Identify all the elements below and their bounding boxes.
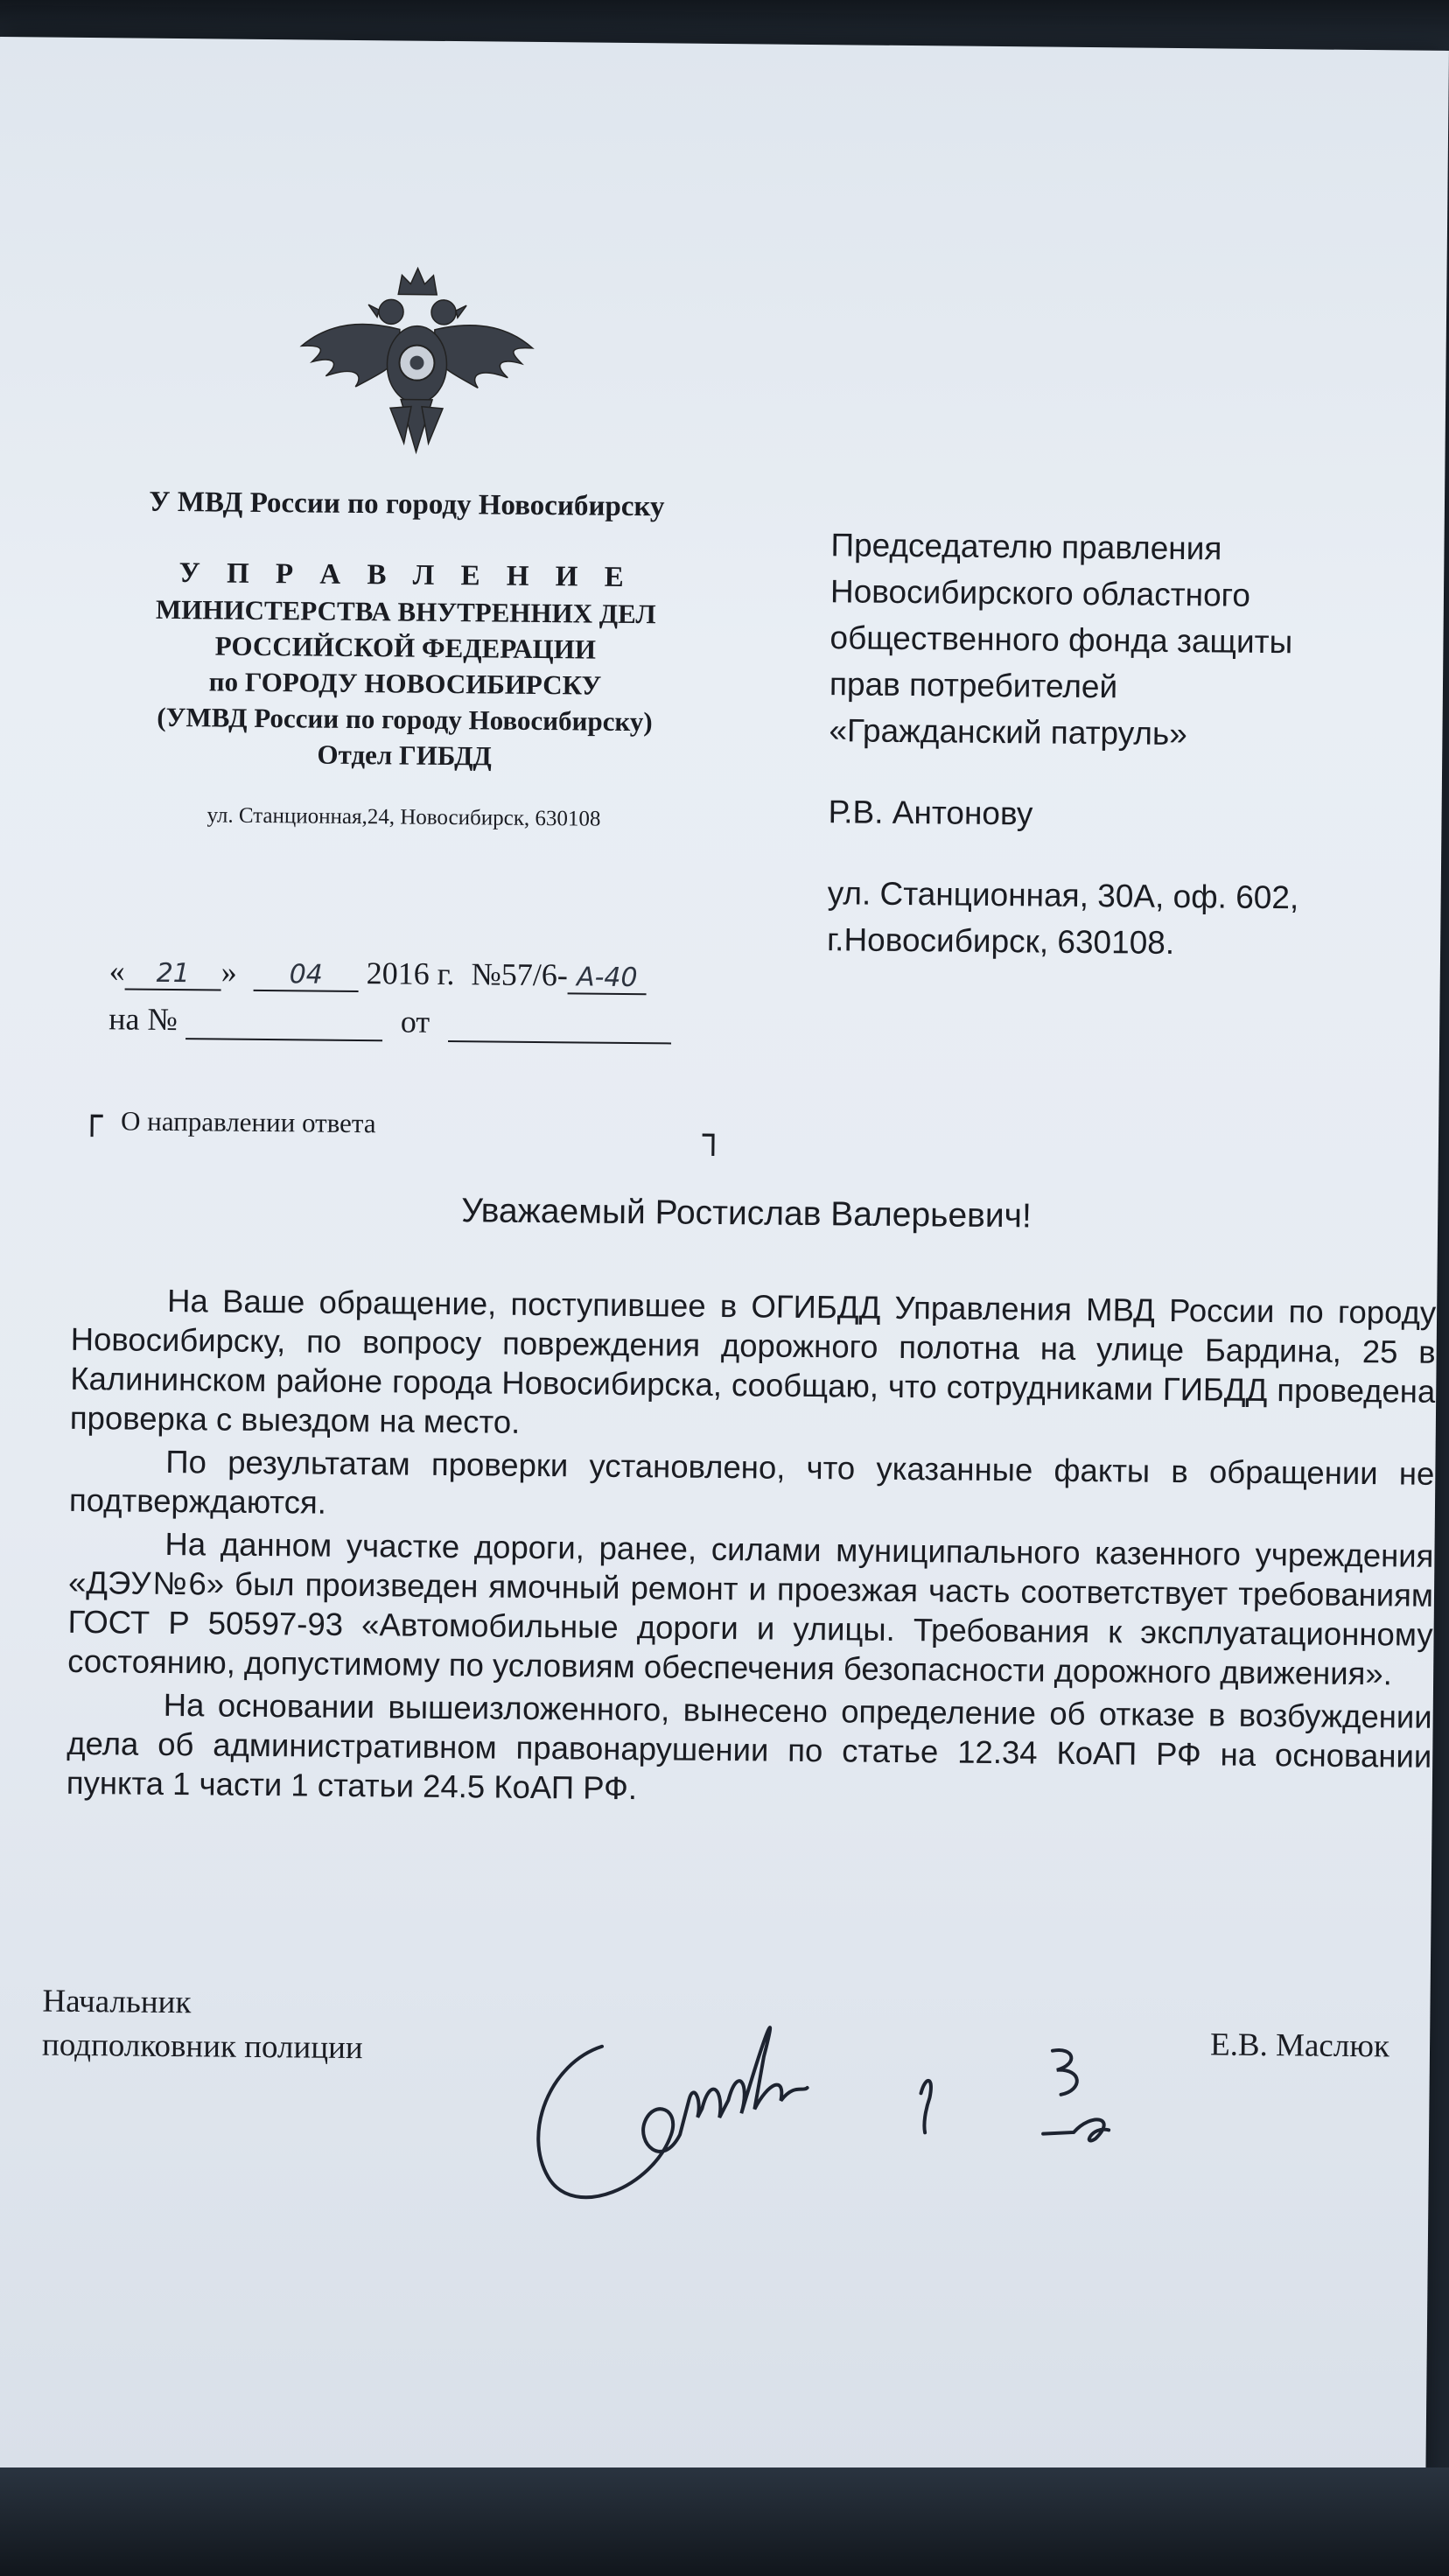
recipient-address-line: ул. Станционная, 30А, оф. 602,: [827, 875, 1299, 916]
registration-year: 2016 г.: [366, 956, 455, 992]
recipient-line: прав потребителей: [829, 666, 1118, 705]
signer-name: Е.В. Маслюк: [1209, 2026, 1390, 2065]
ref-label: на №: [108, 1001, 178, 1038]
sender-line: Отдел ГИБДД: [317, 738, 492, 772]
registration-month: 04: [254, 959, 359, 992]
registration-number-handwritten: А-40: [568, 962, 647, 995]
body-paragraph: По результатам проверки установлено, что указанные факты в обращении не подтверждаются.: [68, 1443, 1435, 1521]
handwritten-signature-icon: [513, 1967, 1128, 2236]
recipient-block: [827, 522, 1302, 967]
registration-ref-line: [108, 1000, 671, 1044]
subject-bracket-right-icon: ┐: [702, 1115, 724, 1157]
recipient-line: Председателю правления: [830, 527, 1222, 567]
recipient-address-line: г.Новосибирск, 630108.: [826, 921, 1175, 961]
registration-day: 21: [125, 957, 221, 990]
recipient-line: Новосибирского областного: [830, 573, 1251, 613]
sender-address: ул. Станционная,24, Новосибирск, 630108: [206, 803, 601, 831]
close-quote: »: [220, 954, 237, 990]
body-paragraph: На основании вышеизложенного, вынесено определение об отказе в возбуждении дела об административном правонарушении по статье 12.34 КоАП РФ на основании пункта 1 части 1 статьи 24.5 КоАП РФ.: [66, 1686, 1432, 1807]
body-paragraph: На Ваше обращение, поступившее в ОГИБДД Управления МВД России по городу Новосибирску, по вопросу повреждения дорожного полотна на улице Бардина, 25 в Калининском районе города Новосибирска, сообщаю, что сотрудниками ГИБДД проведена проверка с выездом на место.: [69, 1282, 1437, 1440]
sender-line: МИНИСТЕРСТВА ВНУТРЕННИХ ДЕЛ: [155, 593, 656, 630]
handwritten-note: [1058, 1968, 1059, 1969]
sender-line: РОССИЙСКОЙ ФЕДЕРАЦИИ: [214, 630, 597, 665]
recipient-line: «Гражданский патруль»: [829, 712, 1188, 752]
sender-org-top: У МВД России по городу Новосибирску: [149, 486, 665, 523]
recipient-line: общественного фонда защиты: [830, 620, 1293, 661]
signer-position-block: [42, 1980, 364, 2071]
signer-rank: подполковник полиции: [41, 2026, 363, 2067]
sender-block: [53, 484, 757, 839]
open-quote: «: [108, 953, 125, 989]
signer-position: Начальник: [42, 1983, 192, 2021]
subject-bracket-left-icon: ┌: [80, 1096, 103, 1138]
registration-number-prefix: №57/6-: [471, 956, 569, 993]
letter-body: [66, 1280, 1437, 1819]
photo-bottom-edge: [0, 2468, 1449, 2576]
letter-page: [0, 37, 1449, 2488]
from-label: от: [400, 1004, 430, 1040]
double-headed-eagle-emblem-icon: [293, 258, 540, 488]
sender-line: по ГОРОДУ НОВОСИБИРСКУ: [208, 666, 602, 701]
body-paragraph: На данном участке дороги, ранее, силами муниципального казенного учреждения «ДЭУ№6» был произведен ямочный ремонт и проезжая часть соответствует требованиям ГОСТ Р 50597-93 «Автомобильные дороги и улицы. Требования к эксплуатационному состоянию, допустимому по условиям обеспечения безопасности дорожного движения».: [67, 1525, 1434, 1692]
greeting: Уважаемый Ростислав Валерьевич!: [460, 1192, 1032, 1236]
sender-line: (УМВД России по городу Новосибирску): [157, 701, 653, 738]
subject-line: О направлении ответа: [120, 1105, 376, 1139]
recipient-name: Р.В. Антонову: [828, 794, 1033, 832]
registration-date-line: [109, 952, 647, 995]
sender-line: У П Р А В Л Е Н И Е: [178, 557, 634, 594]
